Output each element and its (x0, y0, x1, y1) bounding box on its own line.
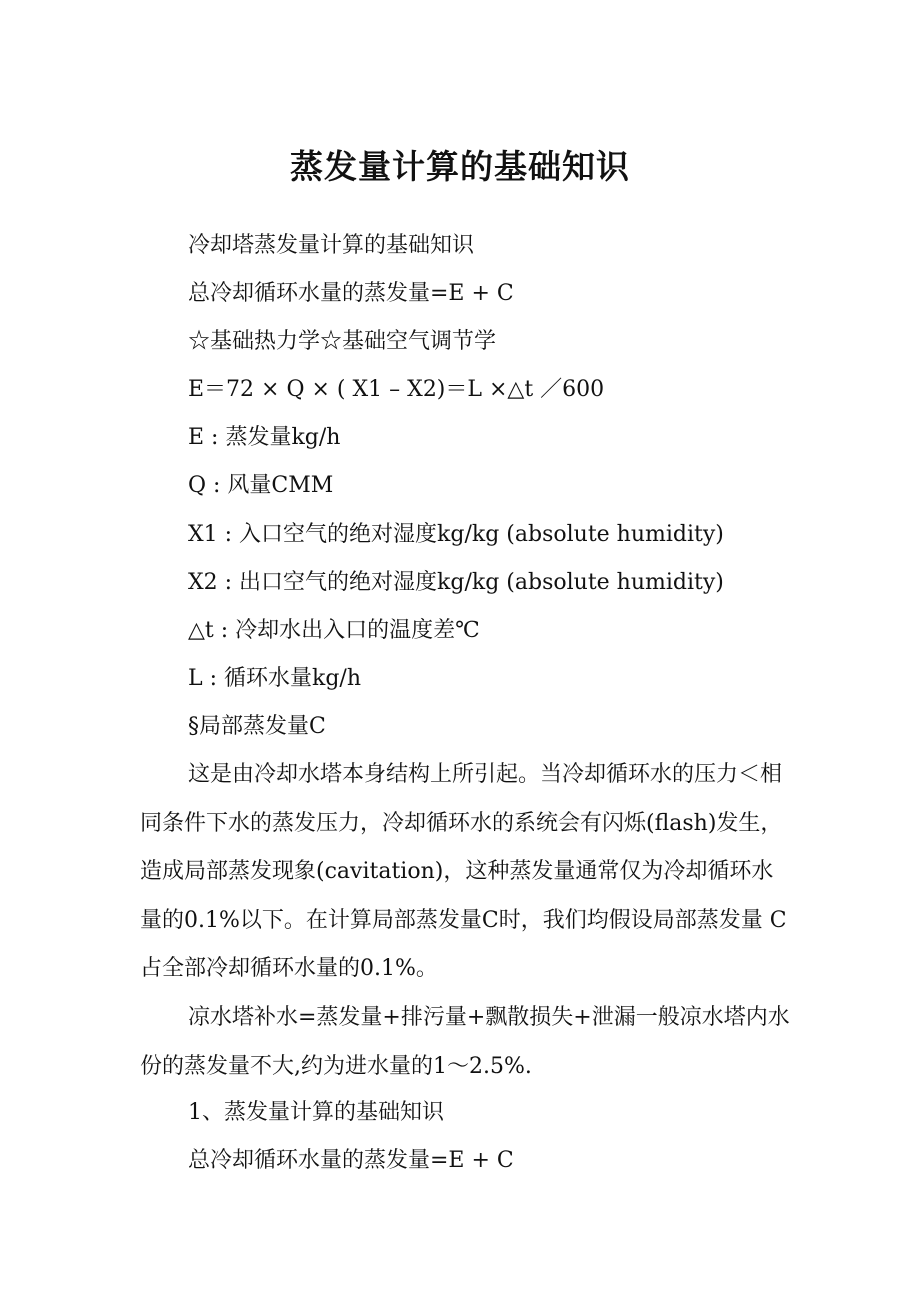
paragraph-local-evaporation: 这是由冷却水塔本身结构上所引起。当冷却循环水的压力＜相同条件下水的蒸发压力，冷却循环水的系统会有闪烁(flash)发生，造成局部蒸发现象(cavitation)，这种蒸发量通常仅为冷却循环水量的0.1%以下。在计算局部蒸发量C时，我们均假设局部蒸发量 C 占全部冷却循环水量的0.1%。 (140, 762, 787, 981)
paragraph-makeup-water: 凉水塔补水=蒸发量+排污量+飘散损失+泄漏一般凉水塔内水份的蒸发量不大,约为进水量的1～2.5%. (140, 1005, 790, 1079)
text-line-def-l: L : 循环水量kg/h (188, 666, 362, 691)
text-line-thermodynamics: ☆基础热力学☆基础空气调节学 (188, 329, 497, 354)
text-line-def-dt: △t : 冷却水出入口的温度差℃ (188, 618, 480, 643)
text-line-def-x2: X2 : 出口空气的绝对湿度kg/kg (absolute humidity) (188, 570, 724, 595)
text-line-def-e: E : 蒸发量kg/h (188, 425, 341, 450)
text-line-def-x1: X1 : 入口空气的绝对湿度kg/kg (absolute humidity) (188, 522, 724, 547)
text-line-total-evaporation-repeat: 总冷却循环水量的蒸发量=E + C (188, 1148, 514, 1173)
text-line-section-1: 1、蒸发量计算的基础知识 (188, 1100, 444, 1125)
text-line-def-q: Q : 风量CMM (188, 473, 334, 498)
text-line-heading: 冷却塔蒸发量计算的基础知识 (188, 233, 475, 258)
text-line-local-evaporation: §局部蒸发量C (188, 714, 326, 739)
text-line-formula: E＝72 × Q × ( X1 – X2)＝L ×△t ／600 (188, 377, 605, 402)
text-line-total-evaporation: 总冷却循环水量的蒸发量=E + C (188, 281, 514, 306)
document-title: 蒸发量计算的基础知识 (290, 147, 630, 186)
